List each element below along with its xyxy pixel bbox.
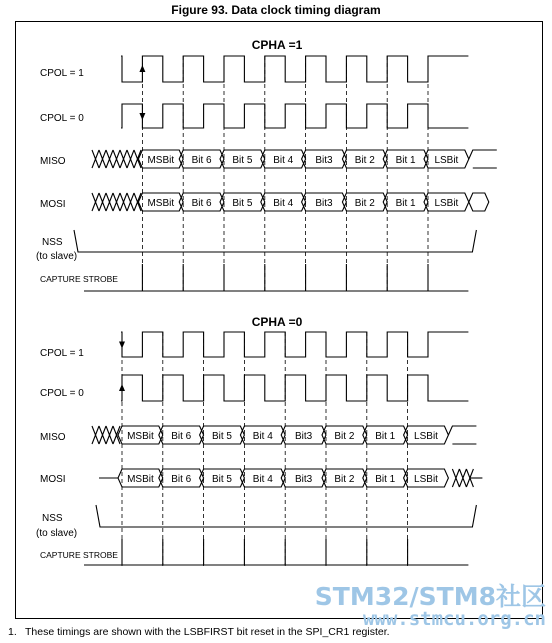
nss-wave [96, 505, 476, 527]
miso-bus [92, 426, 476, 444]
cpol1-edge-arrow [119, 342, 125, 349]
hatch-fill [92, 150, 141, 168]
footnote-number: 1. [8, 626, 17, 638]
bit-label: Bit3 [294, 474, 313, 485]
bit-label: Bit 2 [334, 474, 355, 485]
nss-label: NSS [42, 237, 63, 248]
nss-sublabel: (to slave) [36, 528, 78, 539]
bit-label: Bit 1 [375, 474, 396, 485]
bit-label: Bit 2 [354, 198, 375, 209]
bit-label: Bit 6 [171, 431, 192, 442]
panel-cpha1 [36, 38, 497, 292]
cpol1-label: CPOL = 1 [40, 68, 84, 79]
bit-label: LSBit [414, 431, 438, 442]
bit-label: Bit3 [315, 155, 333, 166]
bus-tail [469, 193, 489, 211]
bit-label: MSBit [127, 474, 154, 485]
cpol0-edge-arrow [139, 113, 145, 120]
capture-strobe-label: CAPTURE STROBE [40, 274, 118, 284]
capture-strobe-wave [84, 539, 468, 565]
cpol1-edge-arrow [139, 65, 145, 72]
bit-label: Bit 6 [191, 155, 212, 166]
waveforms [74, 56, 497, 292]
bit-label: Bit 6 [171, 474, 192, 485]
bit-label: Bit 5 [211, 474, 233, 485]
nss-sublabel: (to slave) [36, 251, 78, 262]
miso-label: MISO [40, 432, 66, 443]
cpol0-edge-arrow [119, 384, 125, 391]
bit-label: Bit 6 [191, 198, 212, 209]
bus-tail [469, 150, 497, 168]
bit-label: Bit 1 [375, 431, 396, 442]
mosi-label: MOSI [40, 199, 66, 210]
bit-label: Bit3 [315, 198, 333, 209]
bit-label: Bit 2 [334, 431, 355, 442]
bit-label: Bit 2 [354, 155, 375, 166]
waveforms [84, 332, 482, 566]
panel-title: CPHA =0 [251, 315, 303, 329]
cpol0-label: CPOL = 0 [40, 113, 84, 124]
cpol1-label: CPOL = 1 [40, 348, 84, 359]
panel-title: CPHA =1 [251, 38, 303, 52]
bit-label: LSBit [414, 474, 438, 485]
bit-label: Bit 4 [252, 474, 273, 485]
figure-title: Figure 93. Data clock timing diagram [171, 3, 381, 17]
bit-label: Bit 5 [211, 431, 233, 442]
cpol0-clock-wave [121, 104, 468, 128]
capture-strobe-label: CAPTURE STROBE [40, 550, 118, 560]
bus-tail [448, 426, 476, 444]
miso-bus [92, 150, 497, 168]
bit-label: MSBit [127, 431, 154, 442]
bit-label: Bit 5 [232, 198, 253, 209]
nss-label: NSS [42, 513, 63, 524]
bit-label: Bit3 [294, 431, 313, 442]
bit-label: Bit 1 [395, 155, 416, 166]
bit-label: MSBit [147, 155, 175, 166]
cpol1-clock-wave [121, 56, 468, 82]
bit-label: LSBit [434, 155, 459, 166]
hatch-fill [92, 426, 120, 444]
watermark-line1: STM32/STM8社区 [314, 582, 546, 611]
cpol0-clock-wave [121, 375, 468, 401]
capture-strobe-wave [84, 264, 468, 291]
cpol0-label: CPOL = 0 [40, 388, 84, 399]
mosi-label: MOSI [40, 474, 66, 485]
bit-label: Bit 4 [252, 431, 273, 442]
watermark-line2: www.stmcu.org.cn [362, 608, 546, 630]
panel-cpha0 [36, 315, 482, 566]
bit-label: LSBit [434, 198, 459, 209]
bit-label: Bit 5 [232, 155, 253, 166]
bit-label: Bit 4 [273, 198, 294, 209]
hatch-fill [92, 193, 141, 211]
bit-label: Bit 1 [395, 198, 416, 209]
bit-label: MSBit [147, 198, 175, 209]
mosi-bus [92, 193, 489, 211]
footnote [8, 626, 390, 638]
mosi-bus [99, 469, 482, 487]
hatch-fill [452, 469, 473, 487]
footnote-text: These timings are shown with the LSBFIRST bit reset in the SPI_CR1 register. [25, 626, 390, 638]
nss-wave [74, 230, 476, 252]
watermark [315, 584, 546, 629]
miso-label: MISO [40, 156, 66, 167]
cpol1-clock-wave [121, 332, 468, 357]
bit-label: Bit 4 [273, 155, 294, 166]
